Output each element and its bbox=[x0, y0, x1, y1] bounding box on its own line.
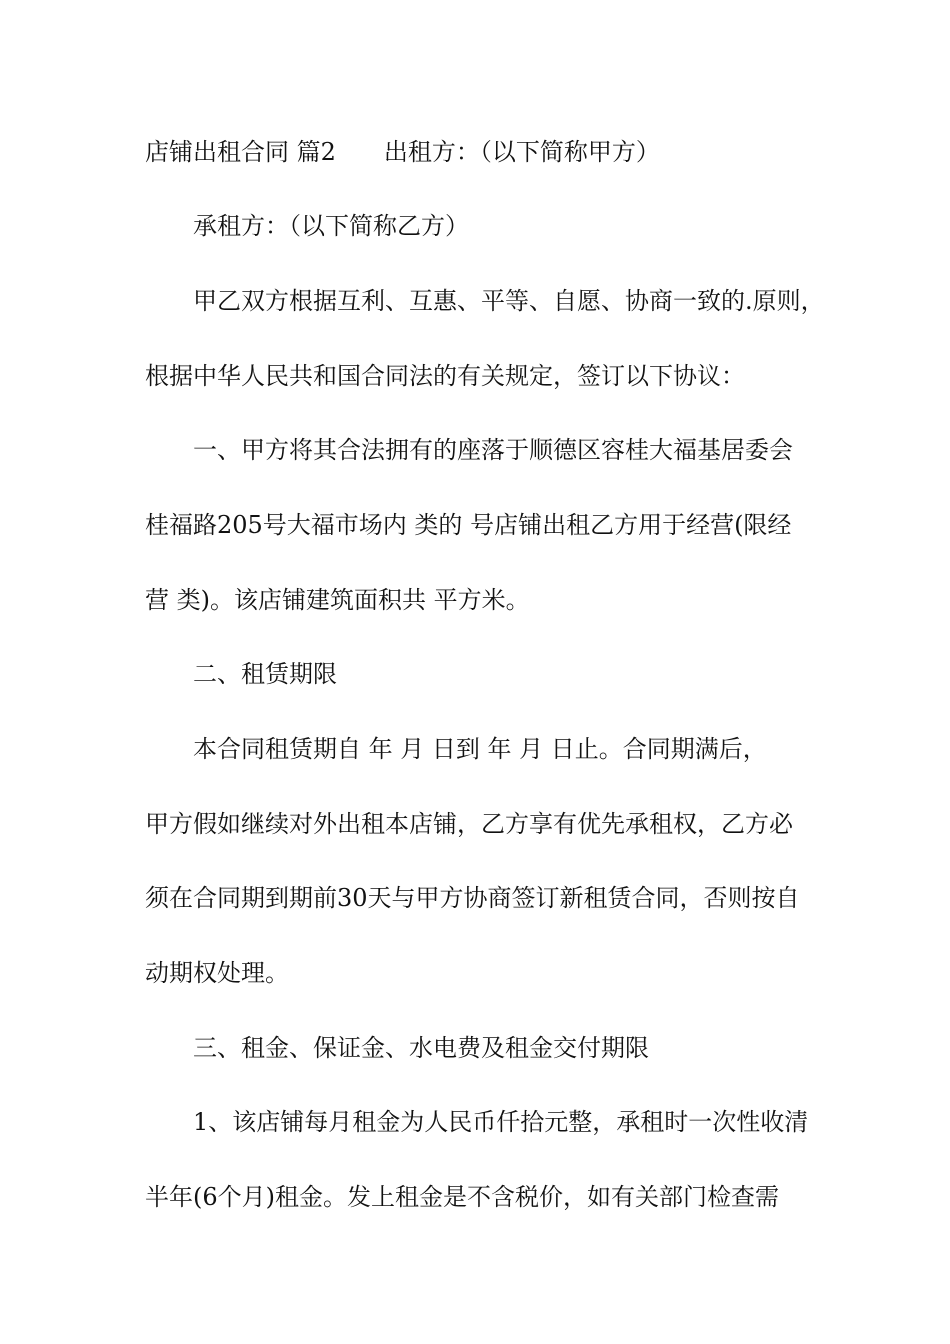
doc-line-preamble: 甲乙双方根据互利、互惠、平等、自愿、协商一致的.原则， bbox=[193, 287, 825, 315]
doc-line-clause-1-end: 营 类)。该店铺建筑面积共 平方米。 bbox=[145, 586, 530, 614]
doc-line-lease-term-end: 动期权处理。 bbox=[145, 959, 289, 987]
doc-line-section-3-heading: 三、租金、保证金、水电费及租金交付期限 bbox=[193, 1034, 649, 1062]
doc-line-clause-1: 一、甲方将其合法拥有的座落于顺德区容桂大福基居委会 bbox=[193, 436, 793, 464]
doc-line-section-2-heading: 二、租赁期限 bbox=[193, 660, 337, 688]
doc-line-lessee: 承租方：（以下简称乙方） bbox=[193, 212, 469, 240]
doc-line-lease-term-cont-2: 须在合同期到期前30天与甲方协商签订新租赁合同，否则按自 bbox=[145, 884, 800, 912]
doc-line-title: 店铺出租合同 篇2 出租方：（以下简称甲方） bbox=[145, 138, 660, 166]
doc-line-preamble-cont: 根据中华人民共和国合同法的有关规定，签订以下协议： bbox=[145, 362, 745, 390]
doc-line-rent-cont: 半年(6个月)租金。发上租金是不含税价，如有关部门检查需 bbox=[145, 1183, 779, 1211]
doc-line-rent: 1、该店铺每月租金为人民币仟拾元整，承租时一次性收清 bbox=[193, 1108, 809, 1136]
doc-line-lease-term-cont: 甲方假如继续对外出租本店铺，乙方享有优先承租权，乙方必 bbox=[145, 810, 793, 838]
doc-line-lease-term: 本合同租赁期自 年 月 日到 年 月 日止。合同期满后， bbox=[193, 735, 767, 763]
doc-line-clause-1-cont: 桂福路205号大福市场内 类的 号店铺出租乙方用于经营(限经 bbox=[145, 511, 792, 539]
